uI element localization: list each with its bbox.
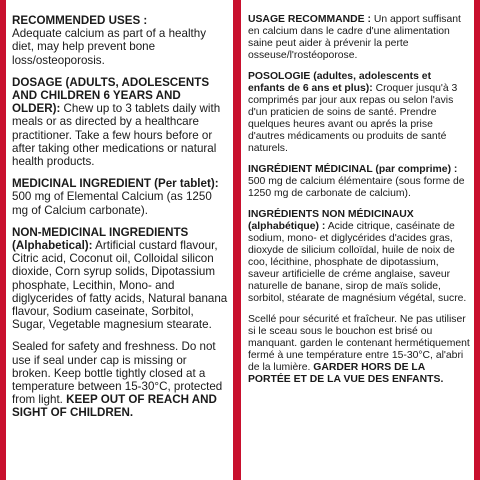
- ingredients-non-medicinaux-heading: INGRÉDIENTS NON MÉDICINAUX (alphabétique) :: [248, 209, 414, 232]
- non-medicinal-ingredients-section: [12, 226, 228, 332]
- ingredient-medicinal-section: [248, 164, 470, 200]
- non-medicinal-ingredients-heading: NON-MEDICINAL INGREDIENTS (Alphabetical):: [12, 225, 189, 253]
- dosage-text: Chew up to 3 tablets daily with meals or as directed by a healthcare practitioner. Take a few hours before or after taking other medications or natural health products.: [12, 102, 221, 169]
- english-column: [12, 14, 228, 480]
- recommended-uses-heading: RECOMMENDED USES :: [12, 14, 148, 27]
- ingredients-non-medicinaux-text: Acide citrique, caséinate de sodium, mono- et diglycérides d'acides gras, dioxyde de silicium colloïdal, huile de noix de coo, lécithine, phosphate de dipotassium, saveur artificielle de créme anglaise, saveur naturelle de banane, sirop de maïs solide, sorbitol, stéarate de magnésium végétal, sucre.: [248, 221, 467, 304]
- french-column: [248, 14, 470, 480]
- medicinal-ingredient-heading: MEDICINAL INGREDIENT (Per tablet):: [12, 177, 219, 191]
- dosage-section: [12, 76, 228, 168]
- recommended-uses-section: [12, 14, 228, 67]
- non-medicinal-ingredients-text: Artificial custard flavour, Citric acid, Coconut oil, Colloidal silicon dioxide, Corn syrup solids, Dipotassium phosphate, Lecithin, Mono- and diglycerides of fatty acids, Natural banana flavour, Sodium caseinate, Sorbitol, Sugar, Vegetable magnesium stearate.: [12, 239, 228, 332]
- posologie-section: [248, 71, 470, 155]
- posologie-heading: POSOLOGIE (adultes, adolescents et enfants de 6 ans et plus):: [248, 71, 432, 94]
- posologie-text: Croquer jusqu'à 3 comprimés par jour aux repas ou selon l'avis d'un praticien de soins de santé. Prendre quelques heures avant ou aprés la prise d'autres médicaments ou produits de santé naturels.: [248, 83, 458, 154]
- safety-section: [12, 340, 228, 419]
- securite-text: Scellé pour sécurité et fraîcheur. Ne pas utiliser si le sceau sous le bouchon est brisé ou manquant. garden le contenant hermétiquement fermé à une température entre 15-30°C, al'abri de la lumière.: [248, 314, 470, 373]
- left-red-border: [0, 0, 6, 480]
- ingredient-medicinal-text: 500 mg de calcium élémentaire (sous forme de 1250 mg de carbonate de calcium).: [248, 176, 465, 199]
- avertissement-enfants: GARDER HORS DE LA PORTÉE ET DE LA VUE DES ENFANTS.: [248, 362, 444, 385]
- recommended-uses-text: Adequate calcium as part of a healthy diet, may help prevent bone loss/osteoporosis.: [12, 27, 206, 67]
- usage-recommande-section: [248, 14, 470, 62]
- child-safety-warning: KEEP OUT OF REACH AND SIGHT OF CHILDREN.: [12, 393, 217, 420]
- center-red-divider: [233, 0, 241, 480]
- usage-recommande-text: Un apport suffisant en calcium dans le cadre d'une alimentation saine peut aider à prévenir la perte osseuse/l'rostéoporose.: [248, 14, 461, 61]
- safety-text: Sealed for safety and freshness. Do not use if seal under cap is missing or broken. Keep bottle tightly closed at a temperature between 15-30°C, protected from light.: [12, 340, 223, 407]
- medicinal-ingredient-text: 500 mg of Elemental Calcium (as 1250 mg of Calcium carbonate).: [12, 190, 212, 217]
- ingredient-medicinal-heading: INGRÉDIENT MÉDICINAL (par comprime) :: [248, 164, 458, 175]
- securite-section: [248, 314, 470, 386]
- usage-recommande-heading: USAGE RECOMMANDÉ :: [248, 14, 371, 25]
- dosage-heading: DOSAGE (ADULTS, ADOLESCENTS AND CHILDREN 6 YEARS AND OLDER):: [12, 75, 210, 116]
- right-red-border: [474, 0, 480, 480]
- medicinal-ingredient-section: [12, 177, 228, 217]
- ingredients-non-medicinaux-section: [248, 209, 470, 305]
